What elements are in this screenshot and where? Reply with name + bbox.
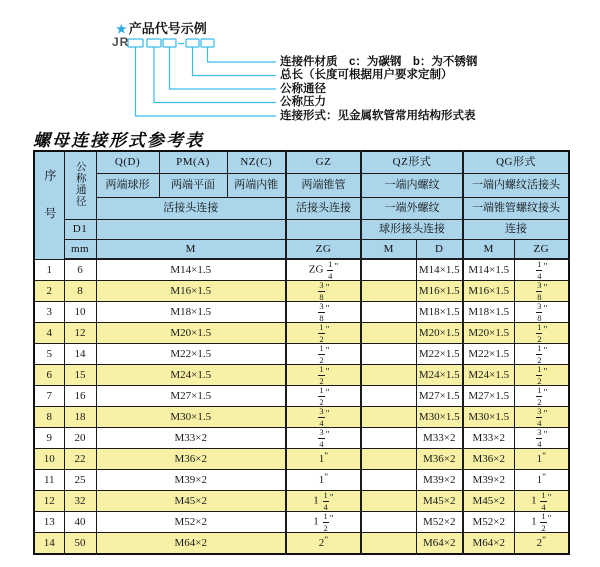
cell-qz-m [361, 449, 416, 470]
cell-gz-size [286, 281, 361, 302]
cell-qg-m: M39×2 [463, 470, 514, 491]
cell-dn: 18 [64, 407, 96, 428]
header-qg-sub3: 连接 [463, 219, 569, 239]
cell-qz-m [361, 386, 416, 407]
cell-m-thread: M27×1.5 [96, 386, 286, 407]
cell-seq: 11 [34, 470, 64, 491]
cell-gz-size: 1" [286, 470, 361, 491]
cell-m-thread: M18×1.5 [96, 302, 286, 323]
diagram-label-pressure: 公称压力 [280, 96, 326, 108]
diagram-label-length: 总长（长度可根据用户要求定制） [280, 69, 453, 81]
cell-qz-d: M16×1.5 [416, 281, 463, 302]
inch-mark: " [325, 430, 330, 441]
inch-mark: " [543, 325, 548, 336]
table-row [34, 259, 569, 281]
cell-qz-d: M39×2 [416, 470, 463, 491]
leader-line-length [193, 47, 277, 76]
stacked-fraction: $\frac{1}{2}$ [537, 385, 542, 407]
stacked-fraction: $\frac{3}{4}$ [537, 427, 542, 449]
cell-qg-zg: 2" [514, 533, 569, 554]
cell-m-thread: M16×1.5 [96, 281, 286, 302]
cell-seq: 4 [34, 323, 64, 344]
cell-dn: 40 [64, 512, 96, 533]
table-row [34, 344, 569, 365]
cell-qg-m: M18×1.5 [463, 302, 514, 323]
cell-qz-d: M45×2 [416, 491, 463, 512]
header-qz-sub1: 一端内螺纹 [361, 173, 463, 197]
header-qz: QZ形式 [361, 151, 463, 173]
cell-qz-m [361, 428, 416, 449]
stacked-fraction: $\frac{1}{2}$ [537, 343, 542, 365]
cell-m-thread: M45×2 [96, 491, 286, 512]
cell-dn: 15 [64, 365, 96, 386]
cell-m-thread: M33×2 [96, 428, 286, 449]
cell-qz-m [361, 365, 416, 386]
stacked-fraction: $\frac{1}{2}$ [319, 322, 324, 344]
stacked-fraction: $\frac{1}{2}$ [319, 385, 324, 407]
cell-qg-zg [514, 281, 569, 302]
header-qg-sub1: 一端内螺纹活接头 [463, 173, 569, 197]
header-qg-zg: ZG [514, 239, 569, 259]
cell-dn: 14 [64, 344, 96, 365]
cell-qg-m: M22×1.5 [463, 344, 514, 365]
diagram-label-form: 连接形式：见金属软管常用结构形式表 [280, 109, 476, 122]
cell-qg-zg: 1 $\frac{1}{2}$ " [514, 512, 569, 533]
header-pm-sub: 两端平面 [159, 173, 227, 197]
cell-seq: 10 [34, 449, 64, 470]
cell-qz-d: M18×1.5 [416, 302, 463, 323]
cell-dn: 20 [64, 428, 96, 449]
inch-mark: " [543, 262, 548, 273]
cell-qg-zg [514, 386, 569, 407]
cell-qg-m: M36×2 [463, 449, 514, 470]
cell-seq: 12 [34, 491, 64, 512]
cell-m-thread: M20×1.5 [96, 323, 286, 344]
cell-gz-size [286, 407, 361, 428]
cell-qg-m: M14×1.5 [463, 259, 514, 281]
leader-line-pressure [154, 47, 276, 103]
star-icon: ★ [116, 22, 127, 36]
header-gz: GZ [286, 151, 361, 173]
reference-table-wrap [33, 150, 570, 555]
cell-m-thread: M24×1.5 [96, 365, 286, 386]
inch-mark: " [329, 493, 334, 504]
cell-qg-zg: 1" [514, 449, 569, 470]
inch-mark: " [325, 304, 330, 315]
header-q: Q(D) [96, 151, 159, 173]
cell-dn: 22 [64, 449, 96, 470]
table-row [34, 302, 569, 323]
cell-gz-size: 2" [286, 533, 361, 554]
cell-qg-m: M20×1.5 [463, 323, 514, 344]
cell-gz-size: 1 $\frac{1}{4}$ " [286, 491, 361, 512]
stacked-fraction: $\frac{3}{8}$ [319, 301, 324, 323]
header-union-connection: 活接头连接 [96, 197, 286, 219]
cell-qg-zg [514, 259, 569, 281]
cell-qg-m: M27×1.5 [463, 386, 514, 407]
stacked-fraction: $\frac{1}{2}$ [323, 511, 328, 533]
inch-mark: " [543, 283, 548, 294]
table-row [34, 449, 569, 470]
header-qg-sub2: 一端锥管螺纹接头 [463, 197, 569, 219]
inch-mark: " [542, 536, 546, 547]
inch-mark: " [542, 473, 546, 484]
cell-gz-size: ZG $\frac{1}{4}$ " [286, 259, 361, 281]
cell-qg-zg [514, 407, 569, 428]
cell-qg-m: M45×2 [463, 491, 514, 512]
header-nz-sub: 两端内锥 [227, 173, 286, 197]
table-row [34, 533, 569, 554]
inch-mark: " [543, 388, 548, 399]
inch-mark: " [543, 409, 548, 420]
cell-qg-zg: 1" [514, 470, 569, 491]
cell-m-thread: M30×1.5 [96, 407, 286, 428]
cell-qz-m [361, 281, 416, 302]
header-qg: QG形式 [463, 151, 569, 173]
cell-qz-d: M36×2 [416, 449, 463, 470]
cell-qz-d: M27×1.5 [416, 386, 463, 407]
inch-mark: " [543, 304, 548, 315]
header-seq [34, 151, 64, 259]
cell-dn: 50 [64, 533, 96, 554]
table-header [34, 151, 569, 259]
stacked-fraction: $\frac{1}{2}$ [537, 364, 542, 386]
cell-qg-m: M64×2 [463, 533, 514, 554]
cell-gz-size: 1" [286, 449, 361, 470]
table-row [34, 470, 569, 491]
inch-mark: " [324, 473, 329, 484]
inch-mark: " [325, 283, 330, 294]
code-segment-box [186, 39, 199, 47]
header-gz-union: 活接头连接 [286, 197, 361, 219]
stacked-fraction: $\frac{1}{2}$ [541, 511, 546, 533]
cell-qz-d: M52×2 [416, 512, 463, 533]
table-row [34, 281, 569, 302]
cell-m-thread: M39×2 [96, 470, 286, 491]
cell-seq: 8 [34, 407, 64, 428]
cell-qg-zg [514, 323, 569, 344]
cell-m-thread: M52×2 [96, 512, 286, 533]
header-qz-m: M [361, 239, 416, 259]
cell-seq: 6 [34, 365, 64, 386]
cell-dn: 32 [64, 491, 96, 512]
header-qz-d: D [416, 239, 463, 259]
code-segment-box [128, 39, 143, 47]
stacked-fraction: $\frac{3}{4}$ [319, 427, 324, 449]
cell-qz-d: M64×2 [416, 533, 463, 554]
code-segment-box [163, 39, 176, 47]
table-row [34, 323, 569, 344]
inch-mark: " [543, 346, 548, 357]
inch-mark: " [325, 325, 330, 336]
cell-seq: 2 [34, 281, 64, 302]
header-pm: PM(A) [159, 151, 227, 173]
cell-dn: 8 [64, 281, 96, 302]
cell-qz-d: M30×1.5 [416, 407, 463, 428]
cell-dn: 25 [64, 470, 96, 491]
inch-mark: " [542, 452, 546, 463]
cell-qz-m [361, 491, 416, 512]
table-row [34, 428, 569, 449]
code-prefix: JR [112, 35, 130, 49]
inch-mark: " [334, 262, 339, 273]
stacked-fraction: $\frac{1}{4}$ [537, 259, 542, 281]
table-row [34, 512, 569, 533]
header-nz: NZ(C) [227, 151, 286, 173]
cell-dn: 10 [64, 302, 96, 323]
inch-mark: " [329, 514, 334, 525]
header-blank-gz [286, 219, 361, 239]
diagram-label-material: 连接件材质 c：为碳钢 b：为不锈钢 [280, 55, 478, 68]
stacked-fraction: $\frac{3}{8}$ [537, 301, 542, 323]
cell-qg-zg [514, 365, 569, 386]
header-zg-col: ZG [286, 239, 361, 259]
inch-mark: " [547, 493, 552, 504]
cell-qz-m [361, 470, 416, 491]
header-m-group: M [96, 239, 286, 259]
stacked-fraction: $\frac{3}{8}$ [319, 280, 324, 302]
cell-dn: 16 [64, 386, 96, 407]
inch-mark: " [325, 367, 330, 378]
cell-qz-m [361, 259, 416, 281]
header-nominal-label: 公称通径 [74, 160, 86, 207]
cell-gz-size [286, 428, 361, 449]
inch-mark: " [324, 452, 329, 463]
table-body [34, 259, 569, 554]
cell-m-thread: M22×1.5 [96, 344, 286, 365]
stacked-fraction: $\frac{3}{4}$ [537, 406, 542, 428]
cell-qz-m [361, 302, 416, 323]
leader-line-diameter [170, 47, 277, 89]
stacked-fraction: $\frac{3}{8}$ [537, 280, 542, 302]
cell-qg-m: M30×1.5 [463, 407, 514, 428]
stacked-fraction: $\frac{1}{2}$ [319, 364, 324, 386]
table-row [34, 407, 569, 428]
leader-line-material [208, 47, 277, 62]
inch-mark: " [325, 409, 330, 420]
cell-qz-d: M22×1.5 [416, 344, 463, 365]
code-segment-box [201, 39, 214, 47]
cell-seq: 3 [34, 302, 64, 323]
cell-gz-size [286, 302, 361, 323]
cell-m-thread: M14×1.5 [96, 259, 286, 281]
cell-gz-size: 1 $\frac{1}{2}$ " [286, 512, 361, 533]
cell-qz-d: M33×2 [416, 428, 463, 449]
inch-mark: " [325, 346, 330, 357]
cell-m-thread: M36×2 [96, 449, 286, 470]
cell-qg-zg [514, 344, 569, 365]
stacked-fraction: $\frac{1}{4}$ [541, 490, 546, 512]
inch-mark: " [543, 367, 548, 378]
table-row [34, 491, 569, 512]
header-qg-m: M [463, 239, 514, 259]
diagram-heading [116, 18, 207, 37]
header-qz-sub3: 球形接头连接 [361, 219, 463, 239]
header-q-sub: 两端球形 [96, 173, 159, 197]
header-gz-sub: 两端锥管 [286, 173, 361, 197]
cell-qg-zg [514, 302, 569, 323]
header-blank-left [96, 219, 286, 239]
cell-qg-m: M24×1.5 [463, 365, 514, 386]
cell-gz-size [286, 344, 361, 365]
cell-seq: 9 [34, 428, 64, 449]
cell-seq: 1 [34, 259, 64, 281]
cell-qz-d: M20×1.5 [416, 323, 463, 344]
inch-mark: " [324, 536, 329, 547]
cell-qz-m [361, 407, 416, 428]
cell-gz-size [286, 323, 361, 344]
header-nominal-diameter [64, 151, 96, 219]
header-qz-sub2: 一端外螺纹 [361, 197, 463, 219]
leader-line-form [136, 47, 277, 116]
cell-qz-d: M14×1.5 [416, 259, 463, 281]
stacked-fraction: $\frac{1}{2}$ [537, 322, 542, 344]
stacked-fraction: $\frac{3}{4}$ [319, 406, 324, 428]
diagram-heading-text: 产品代号示例 [128, 21, 207, 36]
cell-seq: 13 [34, 512, 64, 533]
diagram-label-diameter: 公称通径 [280, 82, 326, 95]
inch-mark: " [547, 514, 552, 525]
stacked-fraction: $\frac{1}{4}$ [328, 259, 333, 281]
cell-qg-m: M52×2 [463, 512, 514, 533]
header-unit: mm [64, 239, 96, 259]
code-segment-box [147, 39, 161, 47]
cell-seq: 14 [34, 533, 64, 554]
cell-qz-m [361, 512, 416, 533]
cell-qz-d: M24×1.5 [416, 365, 463, 386]
table-row [34, 365, 569, 386]
nut-connection-reference-table [33, 150, 570, 555]
cell-seq: 7 [34, 386, 64, 407]
inch-mark: " [325, 388, 330, 399]
cell-qg-zg [514, 428, 569, 449]
cell-qz-m [361, 323, 416, 344]
table-row [34, 386, 569, 407]
cell-dn: 6 [64, 259, 96, 281]
cell-gz-size [286, 386, 361, 407]
cell-qz-m [361, 533, 416, 554]
cell-gz-size [286, 365, 361, 386]
stacked-fraction: $\frac{1}{2}$ [319, 343, 324, 365]
header-seq-label: 序号 [42, 168, 57, 245]
cell-qg-m: M33×2 [463, 428, 514, 449]
cell-qg-zg: 1 $\frac{1}{4}$ " [514, 491, 569, 512]
table-title: 螺母连接形式参考表 [33, 131, 204, 150]
cell-seq: 5 [34, 344, 64, 365]
inch-mark: " [543, 430, 548, 441]
header-d1: D1 [64, 219, 96, 239]
stacked-fraction: $\frac{1}{4}$ [323, 490, 328, 512]
cell-qz-m [361, 344, 416, 365]
cell-m-thread: M64×2 [96, 533, 286, 554]
cell-qg-m: M16×1.5 [463, 281, 514, 302]
cell-dn: 12 [64, 323, 96, 344]
